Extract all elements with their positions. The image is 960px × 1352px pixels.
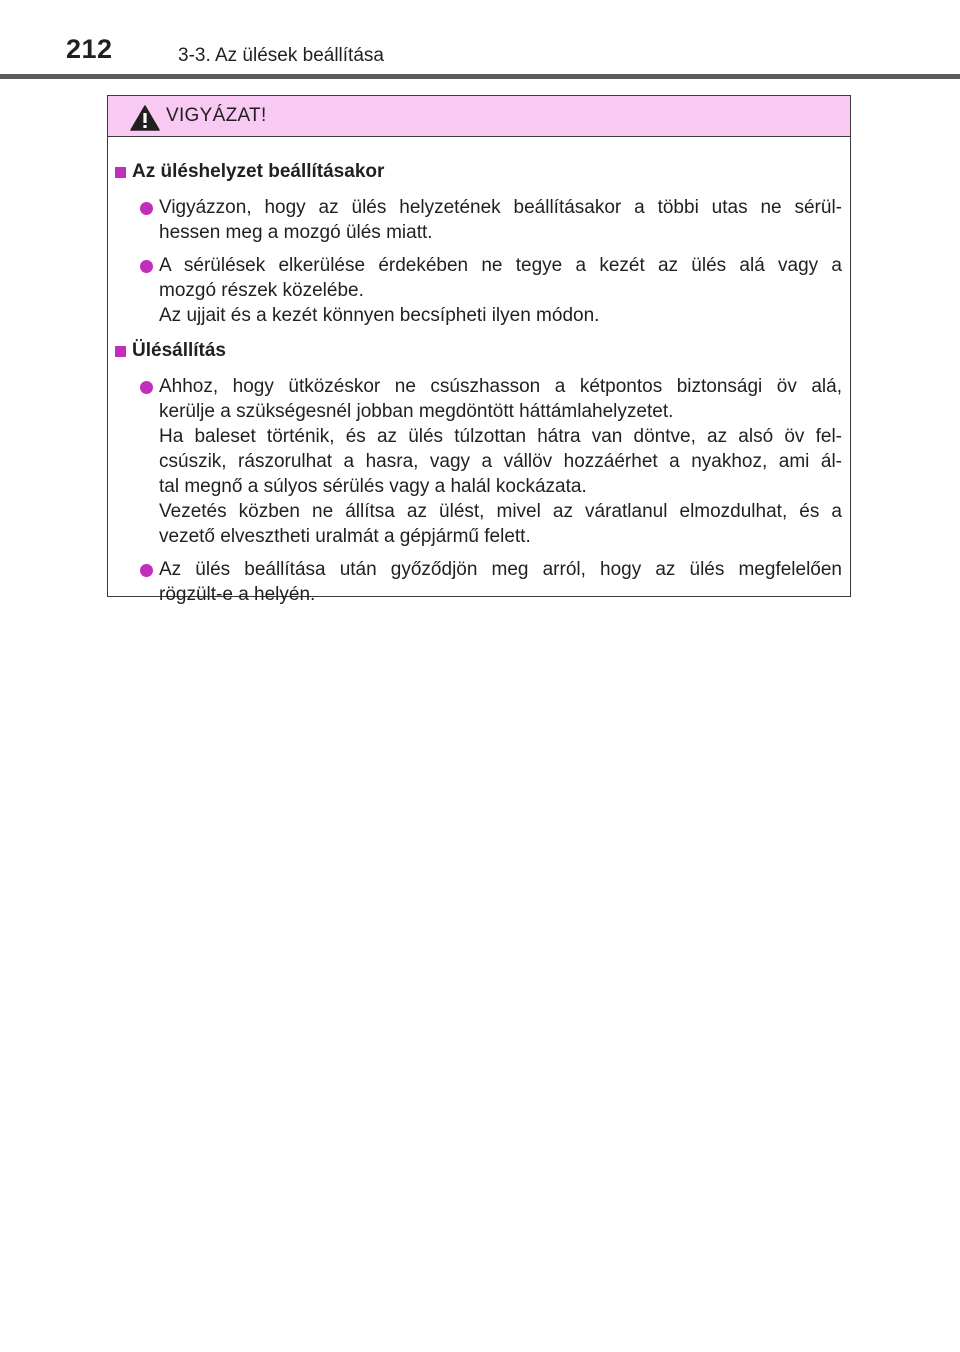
circle-bullet-icon <box>140 564 153 577</box>
caution-label: VIGYÁZAT! <box>166 105 267 126</box>
warning-triangle-icon <box>130 105 160 131</box>
caution-body <box>108 137 850 607</box>
topic-title-text: Ülésállítás <box>132 340 226 361</box>
bullet-text <box>159 557 842 607</box>
text-line: vezető elvesztheti uralmát a gépjármű felett. <box>159 526 531 547</box>
caution-header <box>108 96 850 137</box>
text-line: rögzült-e a helyén. <box>159 584 316 605</box>
header-rule <box>0 74 960 79</box>
bullet-text <box>159 374 842 549</box>
topic-title <box>113 157 842 187</box>
list-item <box>113 253 842 328</box>
text-line: Ha baleset történik, és az ülés túlzottan hátra van döntve, az alsó öv fel- <box>159 426 842 447</box>
caution-box <box>107 95 851 605</box>
circle-bullet-icon <box>140 260 153 273</box>
list-item <box>113 557 842 607</box>
circle-bullet-icon <box>140 202 153 215</box>
bullet-text <box>159 195 842 245</box>
text-line: csúszik, rászorulhat a hasra, vagy a vállöv hozzáérhet a nyakhoz, ami ál- <box>159 451 842 472</box>
text-line: Ahhoz, hogy ütközéskor ne csúszhasson a kétpontos biztonsági öv alá, <box>159 376 842 397</box>
topic-title-text: Az üléshelyzet beállításakor <box>132 161 385 182</box>
text-line: tal megnő a súlyos sérülés vagy a halál kockázata. <box>159 476 587 497</box>
bullet-text <box>159 253 842 328</box>
text-line: hessen meg a mozgó ülés miatt. <box>159 222 433 243</box>
text-line: Az ülés beállítása után győződjön meg arról, hogy az ülés megfelelően <box>159 559 842 580</box>
text-line: Vigyázzon, hogy az ülés helyzetének beállításakor a többi utas ne sérül- <box>159 197 842 218</box>
square-bullet-icon <box>115 346 126 357</box>
topic-seat-adjustment <box>113 336 842 607</box>
topic-seat-position <box>113 157 842 328</box>
topic-title <box>113 336 842 366</box>
page-header <box>0 0 960 80</box>
text-line: A sérülések elkerülése érdekében ne tegye a kezét az ülés alá vagy a <box>159 255 842 276</box>
page-number: 212 <box>66 34 113 64</box>
circle-bullet-icon <box>140 381 153 394</box>
list-item <box>113 195 842 245</box>
text-line: mozgó részek közelébe. <box>159 280 364 301</box>
text-line: Vezetés közben ne állítsa az ülést, mivel az váratlanul elmozdulhat, és a <box>159 501 842 522</box>
list-item <box>113 374 842 549</box>
section-title: 3-3. Az ülések beállítása <box>178 45 384 66</box>
square-bullet-icon <box>115 167 126 178</box>
text-line: Az ujjait és a kezét könnyen becsípheti ilyen módon. <box>159 305 600 326</box>
text-line: kerülje a szükségesnél jobban megdöntött háttámlahelyzetet. <box>159 401 674 422</box>
